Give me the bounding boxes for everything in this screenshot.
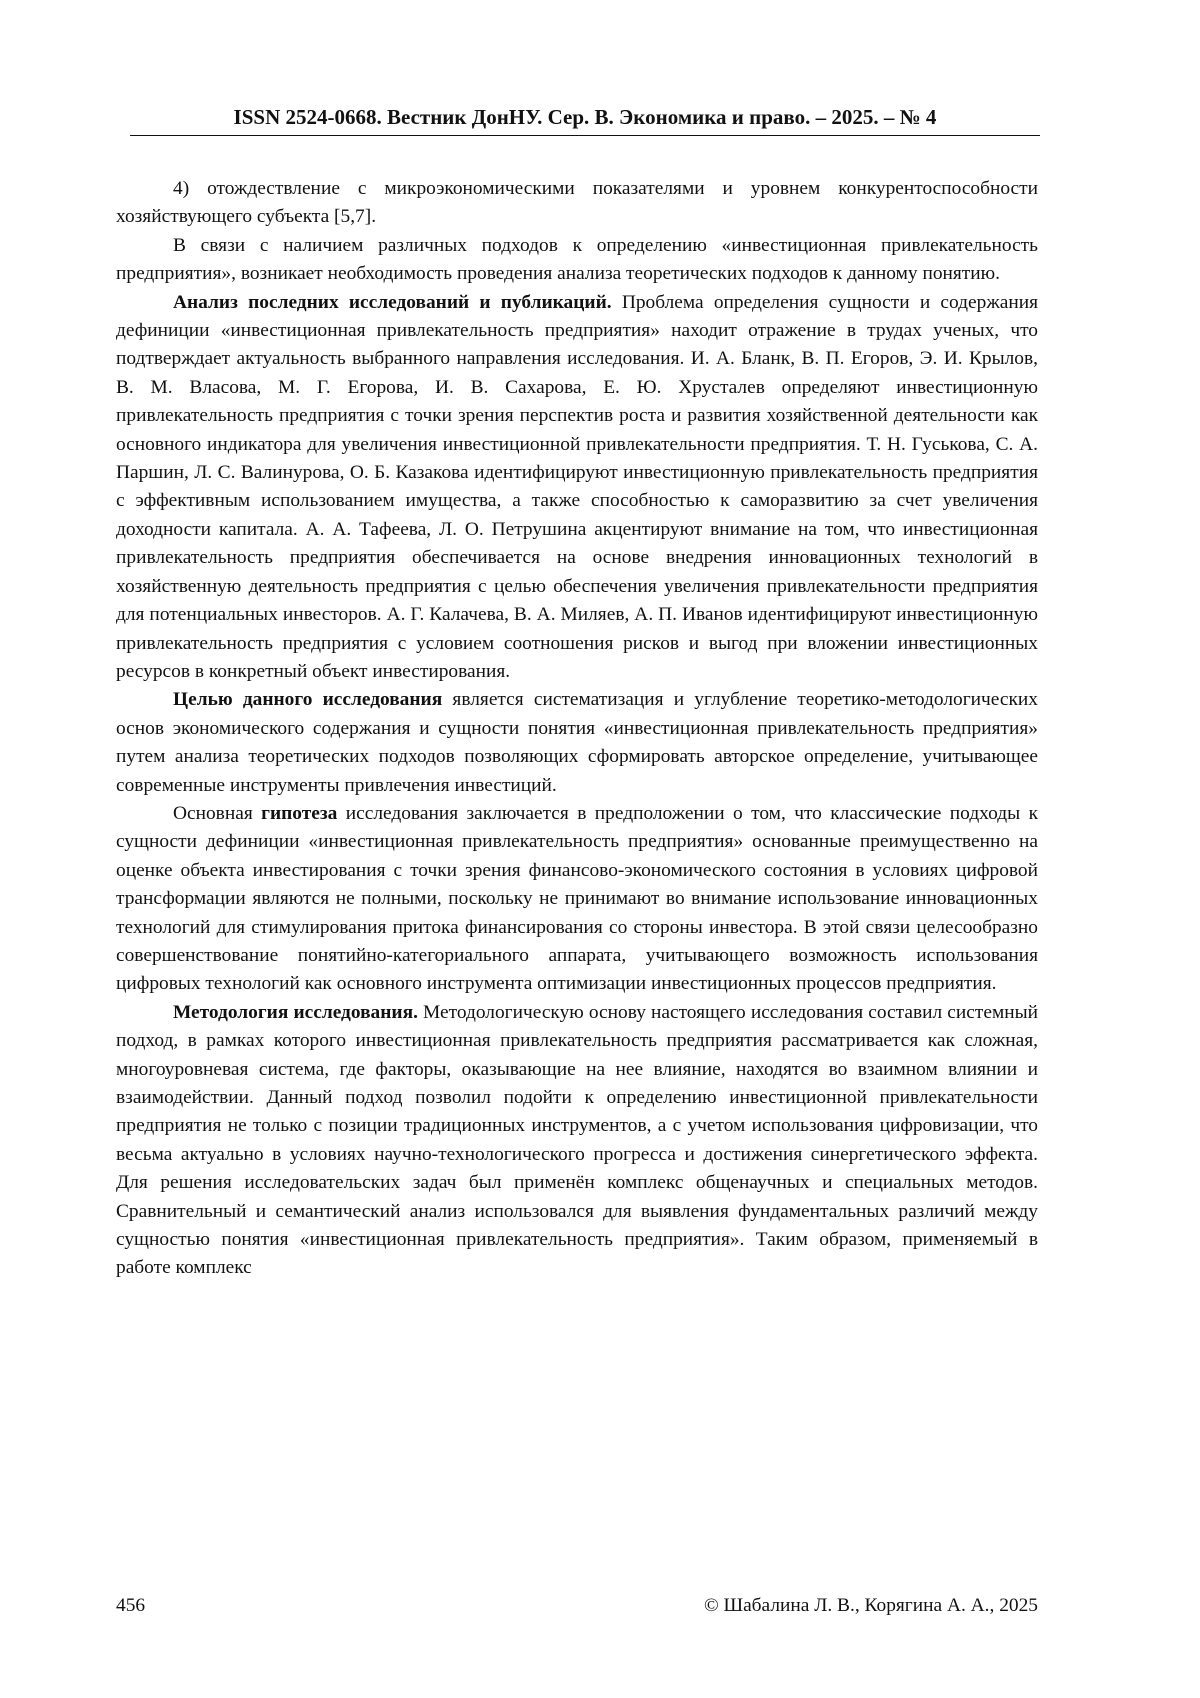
page-number: 456 [116,1595,146,1616]
paragraph-criteria-item-4 [116,175,1038,232]
section-heading-goal: Целью данного исследования [173,689,443,711]
section-heading-literature: Анализ последних исследований и публикаций. [173,291,612,313]
paragraph-text: Проблема определения сущности и содержания дефиниции «инвестиционная привлекательность предприятия» находит отражение в трудах ученых, что подтверждает актуальность выбранного направления исследования. И. А. Бланк, В. П. Егоров, Э. И. Крылов, В. М. Власова, М. Г. Егорова, И. В. Сахарова, Е. Ю. Хрусталев определяют инвестиционную привлекательность предприятия с точки зрения перспектив роста и развития хозяйственной деятельности как основного индикатора для увеличения инвестиционной привлекательности предприятия. Т. Н. Гуськова, С. А. Паршин, Л. С. Валинурова, О. Б. Казакова идентифицируют инвестиционную привлекательность предприятия с эффективным использованием имущества, а также способностью к саморазвитию за счет увеличения доходности капитала. А. А. Тафеева, Л. О. Петрушина акцентируют внимание на том, что инвестиционная привлекательность предприятия обеспечивается на основе внедрения инновационных технологий в хозяйственную деятельность предприятия с целью обеспечения увеличения привлекательности предприятия для потенциальных инвесторов. А. Г. Калачева, В. А. Миляев, А. П. Иванов идентифицируют инвестиционную привлекательность предприятия с условием соотношения рисков и выгод при вложении инвестиционных ресурсов в конкретный объект инвестирования. [116,291,1038,682]
paragraph-text: 4) отождествление с микроэкономическими показателями и уровнем конкурентоспособности хозяйствующего субъекта [5,7]. [116,178,1038,228]
section-heading-methodology: Методология исследования. [173,1001,418,1023]
running-header: ISSN 2524-0668. Вестник ДонНУ. Сер. В. Экономика и право. – 2025. – № 4 [130,104,1040,136]
paragraph-text: исследования заключается в предположении о том, что классические подходы к сущности дефиниции «инвестиционная привлекательность предприятия» основанные преимущественно на оценке объекта инвестирования с точки зрения финансово-экономического состояния в условиях цифровой трансформации являются не полными, поскольку не принимают во внимание использование инновационных технологий для стимулирования притока финансирования со стороны инвестора. В этой связи целесообразно совершенствование понятийно-категориального аппарата, учитывающего возможность использования цифровых технологий как основного инструмента оптимизации инвестиционных процессов предприятия. [116,802,1038,995]
copyright-notice: © Шабалина Л. В., Корягина А. А., 2025 [703,1595,1038,1616]
paragraph-literature-review [116,289,1038,687]
paragraph-text: Методологическую основу настоящего исследования составил системный подход, в рамках которого инвестиционная привлекательность предприятия рассматривается как сложная, многоуровневая система, где факторы, оказывающие на нее влияние, находятся во взаимном влиянии и взаимодействии. Данный подход позволил подойти к определению инвестиционной привлекательности предприятия не только с позиции традиционных инструментов, а с учетом использования цифровизации, что весьма актуально в условиях научно-технологического прогресса и достижения синергетического эффекта. Для решения исследовательских задач был применён комплекс общенаучных и специальных методов. Сравнительный и семантический анализ использовался для выявления фундаментальных различий между сущностью понятия «инвестиционная привлекательность предприятия». Таким образом, применяемый в работе комплекс [116,1001,1038,1279]
paragraph-research-goal [116,686,1038,800]
paragraph-approaches [116,232,1038,289]
paragraph-methodology [116,999,1038,1283]
paragraph-hypothesis [116,800,1038,999]
article-body [116,175,1038,1283]
paragraph-text: В связи с наличием различных подходов к определению «инвестиционная привлекательность предприятия», возникает необходимость проведения анализа теоретических подходов к данному понятию. [116,234,1038,285]
paragraph-lead-in: Основная [173,802,262,824]
section-heading-hypothesis: гипотеза [261,802,338,824]
paragraph-text: является систематизация и углубление теоретико-методологических основ экономического содержания и сущности понятия «инвестиционная привлекательность предприятия» путем анализа теоретических подходов позволяющих сформировать авторское определение, учитывающее современные инструменты привлечения инвестиций. [116,689,1038,796]
